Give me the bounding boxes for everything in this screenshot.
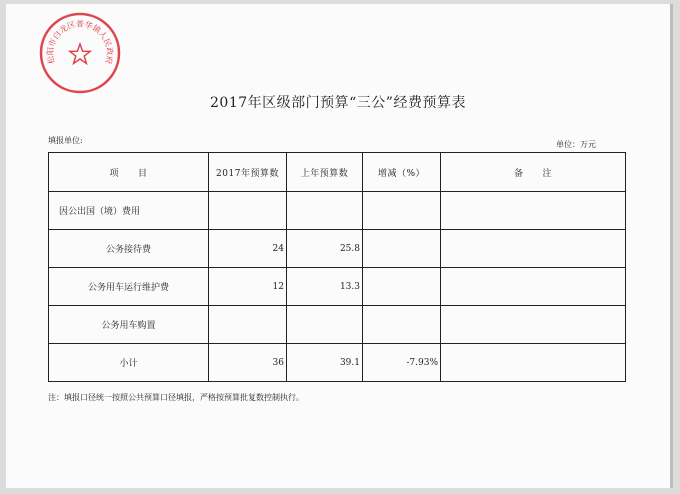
table-row: [49, 306, 626, 344]
document-title: 2017年区级部门预算“三公”经费预算表: [210, 95, 466, 111]
row-budget-2017: [209, 306, 287, 344]
row-change: [363, 268, 441, 306]
header-last-year: 上年预算数: [287, 153, 363, 192]
row-item: 小计: [49, 344, 209, 382]
table-row: [49, 230, 626, 268]
row-item: 因公出国（境）费用: [49, 192, 209, 230]
row-last-year: [287, 306, 363, 344]
table-row-subtotal: [49, 344, 626, 382]
row-item: 公务用车运行维护费: [49, 268, 209, 306]
row-last-year: [287, 192, 363, 230]
row-last-year: 39.1: [287, 344, 363, 382]
svg-text:松阳市白龙区普华镇人民政府: 松阳市白龙区普华镇人民政府: [45, 19, 115, 65]
row-remarks: [441, 268, 626, 306]
row-item: 公务用车购置: [49, 306, 209, 344]
official-seal: [39, 12, 121, 94]
table-header-row: [49, 153, 626, 192]
row-budget-2017: 24: [209, 230, 287, 268]
header-budget-2017: 2017年预算数: [209, 153, 287, 192]
row-remarks: [441, 306, 626, 344]
table-row: [49, 192, 626, 230]
row-last-year: 13.3: [287, 268, 363, 306]
table-row: [49, 268, 626, 306]
row-last-year: 25.8: [287, 230, 363, 268]
filler-label: 填报单位:: [48, 136, 83, 145]
header-change: 增减（%）: [363, 153, 441, 192]
row-remarks: [441, 192, 626, 230]
unit-label: 单位：万元: [556, 140, 596, 149]
row-change: -7.93%: [363, 344, 441, 382]
row-budget-2017: 36: [209, 344, 287, 382]
row-change: [363, 306, 441, 344]
row-item: 公务接待费: [49, 230, 209, 268]
row-change: [363, 230, 441, 268]
budget-table: [48, 152, 626, 382]
row-remarks: [441, 230, 626, 268]
footnote: 注：填报口径统一按照公共预算口径填报，严格按预算批复数控制执行。: [48, 393, 304, 402]
document-page: [6, 4, 673, 488]
row-budget-2017: 12: [209, 268, 287, 306]
row-change: [363, 192, 441, 230]
row-budget-2017: [209, 192, 287, 230]
row-remarks: [441, 344, 626, 382]
header-remarks: 备 注: [441, 153, 626, 192]
header-item: 项 目: [49, 153, 209, 192]
